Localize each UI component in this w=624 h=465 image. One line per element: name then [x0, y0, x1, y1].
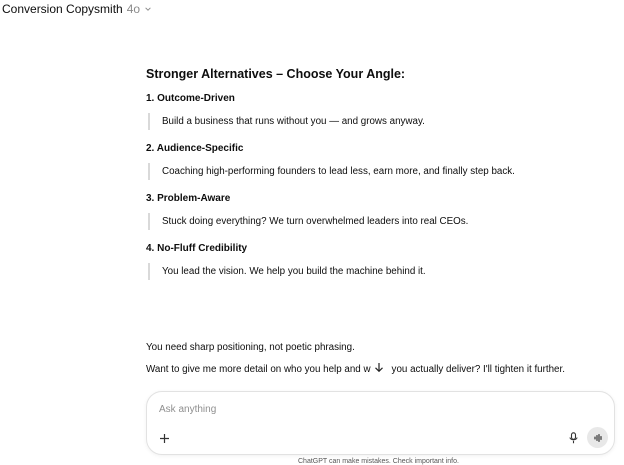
microphone-icon	[569, 432, 578, 444]
message-heading: Stronger Alternatives – Choose Your Angle:	[146, 67, 406, 81]
gpt-name: Conversion Copysmith	[2, 2, 123, 16]
voice-mode-icon	[593, 433, 603, 443]
followup-text-end: you actually deliver? I'll tighten it further.	[391, 364, 565, 375]
voice-mode-button[interactable]	[587, 427, 608, 448]
option-quote: You lead the vision. We help you build the machine behind it.	[148, 263, 586, 280]
chevron-down-icon	[144, 5, 152, 13]
option-quote: Stuck doing everything? We turn overwhelmed leaders into real CEOs.	[148, 213, 586, 230]
assistant-message	[146, 67, 586, 293]
option-title: 2. Audience-Specific	[146, 143, 244, 154]
option-quote: Coaching high-performing founders to lead less, earn more, and finally step back.	[148, 163, 586, 180]
option-title: 1. Outcome-Driven	[146, 93, 235, 104]
message-composer[interactable]	[146, 391, 615, 455]
plus-icon	[159, 433, 170, 444]
model-label: 4o	[126, 2, 141, 16]
scroll-down-button[interactable]	[372, 360, 386, 374]
disclaimer-text: ChatGPT can make mistakes. Check important info.	[298, 458, 459, 465]
followup-text-start: Want to give me more detail on who you help and w	[146, 364, 371, 375]
closing-paragraph: You need sharp positioning, not poetic phrasing.	[146, 342, 355, 353]
option-title: 3. Problem-Aware	[146, 193, 231, 204]
option-title: 4. No-Fluff Credibility	[146, 243, 248, 254]
dictate-button[interactable]	[565, 430, 581, 446]
attach-button[interactable]	[156, 430, 172, 446]
option-quote: Build a business that runs without you — and grows anyway.	[148, 113, 586, 130]
chat-header[interactable]	[2, 1, 152, 17]
prompt-input[interactable]	[159, 404, 579, 415]
arrow-down-icon	[374, 362, 384, 373]
followup-paragraph	[146, 364, 565, 375]
